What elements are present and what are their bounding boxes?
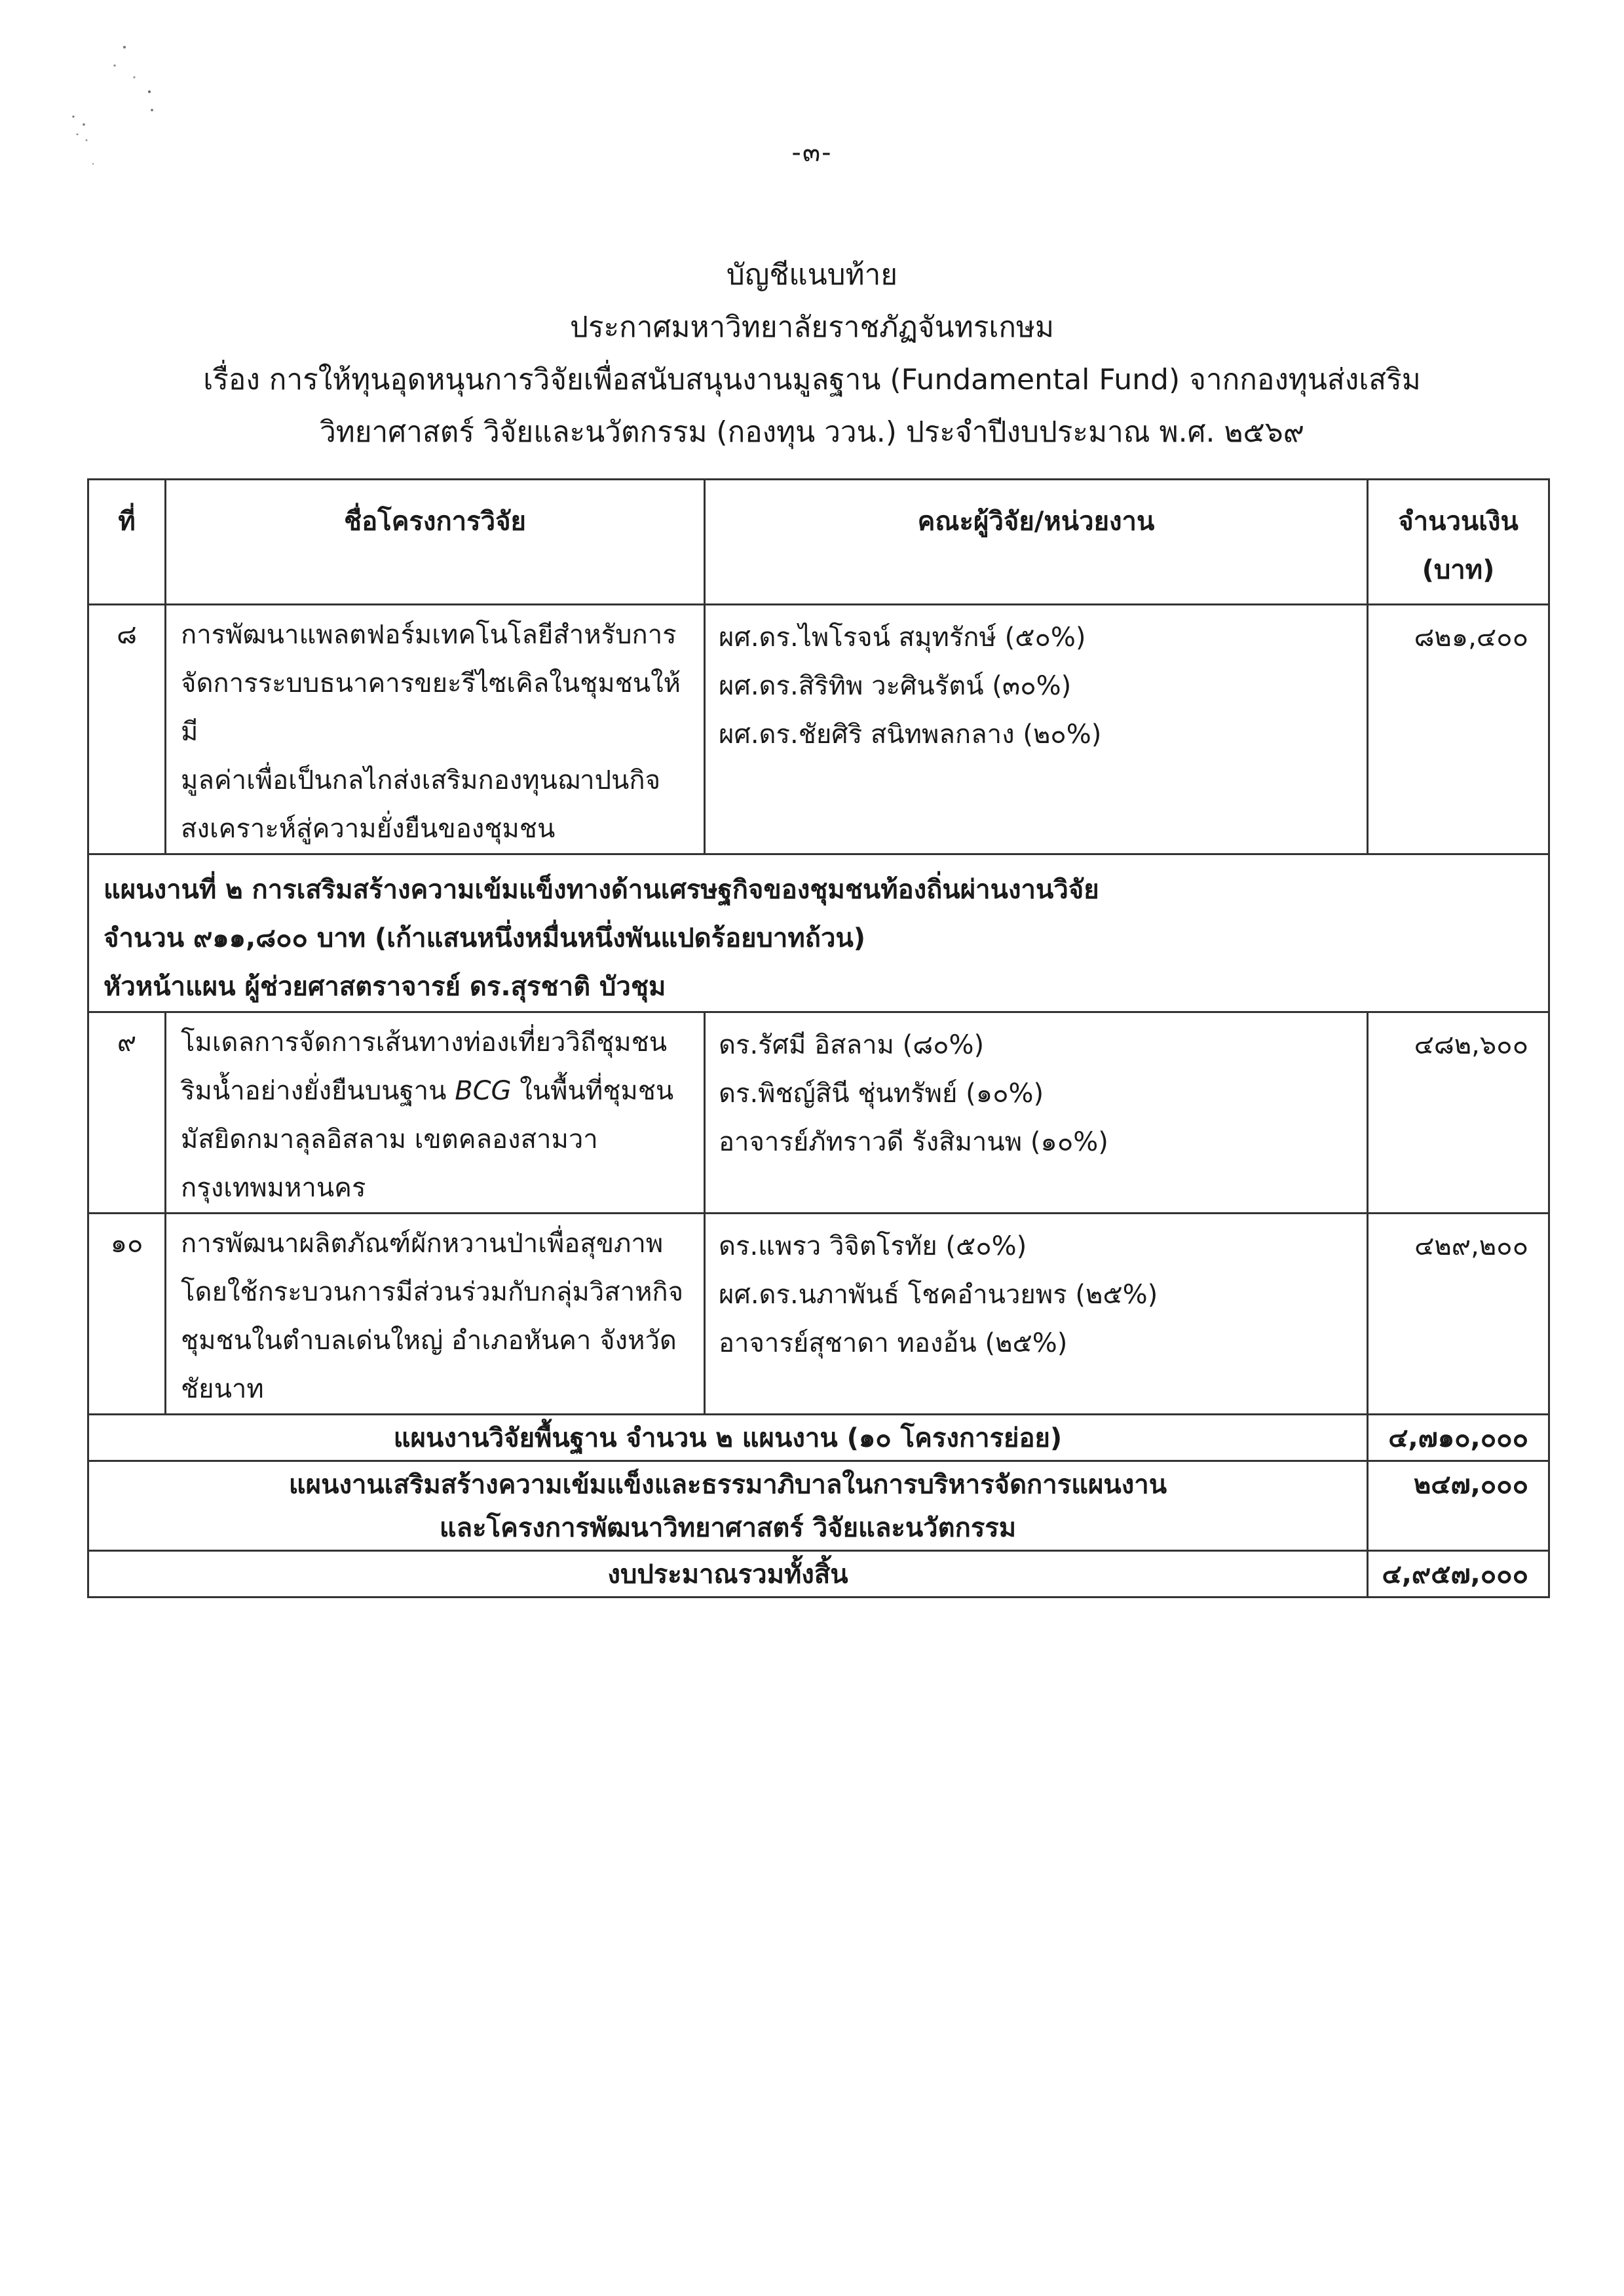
team-member: ผศ.ดร.ไพโรจน์ สมุทรักษ์ (๕๐%) <box>719 622 1086 653</box>
plan-title: แผนงานที่ ๒ การเสริมสร้างความเข้มแข็งทางด้านเศรษฐกิจของชุมชนท้องถิ่นผ่านงานวิจัย <box>104 875 1099 905</box>
team-member: ดร.พิชญ์สินี ชุ่นทรัพย์ (๑๐%) <box>719 1079 1044 1109</box>
header-no: ที่ <box>88 480 166 605</box>
project-title <box>166 1214 705 1415</box>
project-title-part: ริมน้ำอย่างยั่งยืนบนฐาน <box>181 1076 447 1106</box>
heading-line-1: บัญชีแนบท้าย <box>726 258 898 292</box>
page-number: -๓- <box>791 138 833 168</box>
summary-row <box>88 1551 1549 1598</box>
project-title-line: มัสยิดกมาลุลอิสลาม เขตคลองสามวา <box>181 1124 598 1155</box>
project-title-part: BCG <box>455 1076 512 1106</box>
heading-line-2: ประกาศมหาวิทยาลัยราชภัฏจันทรเกษม <box>569 311 1055 344</box>
project-title-line: สงเคราะห์สู่ความยั่งยืนของชุมชน <box>181 814 556 844</box>
summary-row <box>88 1415 1549 1461</box>
team-member: ผศ.ดร.นภาพันธ์ โชคอำนวยพร (๒๕%) <box>719 1280 1158 1310</box>
table-row <box>88 1214 1549 1415</box>
header-amount-line-1: จำนวนเงิน <box>1398 507 1519 537</box>
grand-total-label: งบประมาณรวมทั้งสิ้น <box>88 1551 1368 1598</box>
project-amount: ๔๒๙,๒๐๐ <box>1368 1214 1549 1415</box>
table-header-row <box>88 480 1549 605</box>
header-project: ชื่อโครงการวิจัย <box>166 480 705 605</box>
plan-head: หัวหน้าแผน ผู้ช่วยศาสตราจารย์ ดร.สุรชาติ บัวชุม <box>104 972 666 1002</box>
header-amount-line-2: (บาท) <box>1422 555 1495 585</box>
row-no: ๙ <box>88 1012 166 1214</box>
project-title-line <box>181 1067 694 1115</box>
project-title-line: การพัฒนาแพลตฟอร์มเทคโนโลยีสำหรับการ <box>181 620 677 650</box>
project-title-line: กรุงเทพมหานคร <box>181 1173 366 1203</box>
summary-label-line: และโครงการพัฒนาวิทยาศาสตร์ วิจัยและนวัตกรรม <box>439 1513 1017 1543</box>
project-title-part: ในพื้นที่ชุมชน <box>511 1076 674 1106</box>
plan-row <box>88 854 1549 1012</box>
project-title-line: ชุมชนในตำบลเด่นใหญ่ อำเภอหันคา จังหวัด <box>181 1326 677 1356</box>
project-title <box>166 605 705 854</box>
team-member: ผศ.ดร.ชัยศิริ สนิทพลกลาง (๒๐%) <box>719 719 1102 750</box>
research-team <box>705 605 1368 854</box>
grand-total-amount: ๔,๙๕๗,๐๐๐ <box>1368 1551 1549 1598</box>
team-member: ดร.รัศมี อิสลาม (๘๐%) <box>719 1030 985 1060</box>
row-no: ๑๐ <box>88 1214 166 1415</box>
project-title-line: โมเดลการจัดการเส้นทางท่องเที่ยววิถีชุมชน <box>181 1027 668 1058</box>
table-row <box>88 605 1549 854</box>
research-team <box>705 1012 1368 1214</box>
row-no: ๘ <box>88 605 166 854</box>
summary-label: แผนงานวิจัยพื้นฐาน จำนวน ๒ แผนงาน (๑๐ โครงการย่อย) <box>88 1415 1368 1461</box>
project-amount: ๘๒๑,๔๐๐ <box>1368 605 1549 854</box>
project-title-line: ชัยนาท <box>181 1374 264 1404</box>
budget-table <box>87 478 1550 1598</box>
research-team <box>705 1214 1368 1415</box>
project-title-line: โดยใช้กระบวนการมีส่วนร่วมกับกลุ่มวิสาหกิจ <box>181 1277 684 1307</box>
project-amount: ๔๘๒,๖๐๐ <box>1368 1012 1549 1214</box>
summary-label <box>88 1461 1368 1551</box>
project-title <box>166 1012 705 1214</box>
heading-line-3: เรื่อง การให้ทุนอุดหนุนการวิจัยเพื่อสนับสนุนงานมูลฐาน (Fundamental Fund) จากกองทุนส่งเสริม <box>203 363 1421 396</box>
header-amount <box>1368 480 1549 605</box>
team-member: ดร.แพรว วิจิตโรทัย (๕๐%) <box>719 1231 1027 1261</box>
header-team: คณะผู้วิจัย/หน่วยงาน <box>705 480 1368 605</box>
summary-amount: ๔,๗๑๐,๐๐๐ <box>1368 1415 1549 1461</box>
project-title-line: มูลค่าเพื่อเป็นกลไกส่งเสริมกองทุนฌาปนกิจ <box>181 765 661 795</box>
team-member: อาจารย์ภัทราวดี รังสิมานพ (๑๐%) <box>719 1127 1108 1157</box>
plan-amount: จำนวน ๙๑๑,๘๐๐ บาท (เก้าแสนหนึ่งหมื่นหนึ่งพันแปดร้อยบาทถ้วน) <box>104 923 866 953</box>
table-row <box>88 1012 1549 1214</box>
team-member: ผศ.ดร.สิริทิพ วะศินรัตน์ (๓๐%) <box>719 671 1072 701</box>
heading-line-4: วิทยาศาสตร์ วิจัยและนวัตกรรม (กองทุน ววน.) ประจำปีงบประมาณ พ.ศ. ๒๕๖๙ <box>320 415 1304 449</box>
document-heading <box>0 249 1624 459</box>
project-title-line: จัดการระบบธนาคารขยะรีไซเคิลในชุมชนให้มี <box>181 668 681 747</box>
plan-info <box>88 854 1549 1012</box>
team-member: อาจารย์สุชาดา ทองอ้น (๒๕%) <box>719 1328 1068 1358</box>
summary-amount: ๒๔๗,๐๐๐ <box>1368 1461 1549 1551</box>
project-title-line: การพัฒนาผลิตภัณฑ์ผักหวานป่าเพื่อสุขภาพ <box>181 1229 664 1259</box>
summary-row <box>88 1461 1549 1551</box>
summary-label-line: แผนงานเสริมสร้างความเข้มแข็งและธรรมาภิบาลในการบริหารจัดการแผนงาน <box>288 1470 1167 1500</box>
